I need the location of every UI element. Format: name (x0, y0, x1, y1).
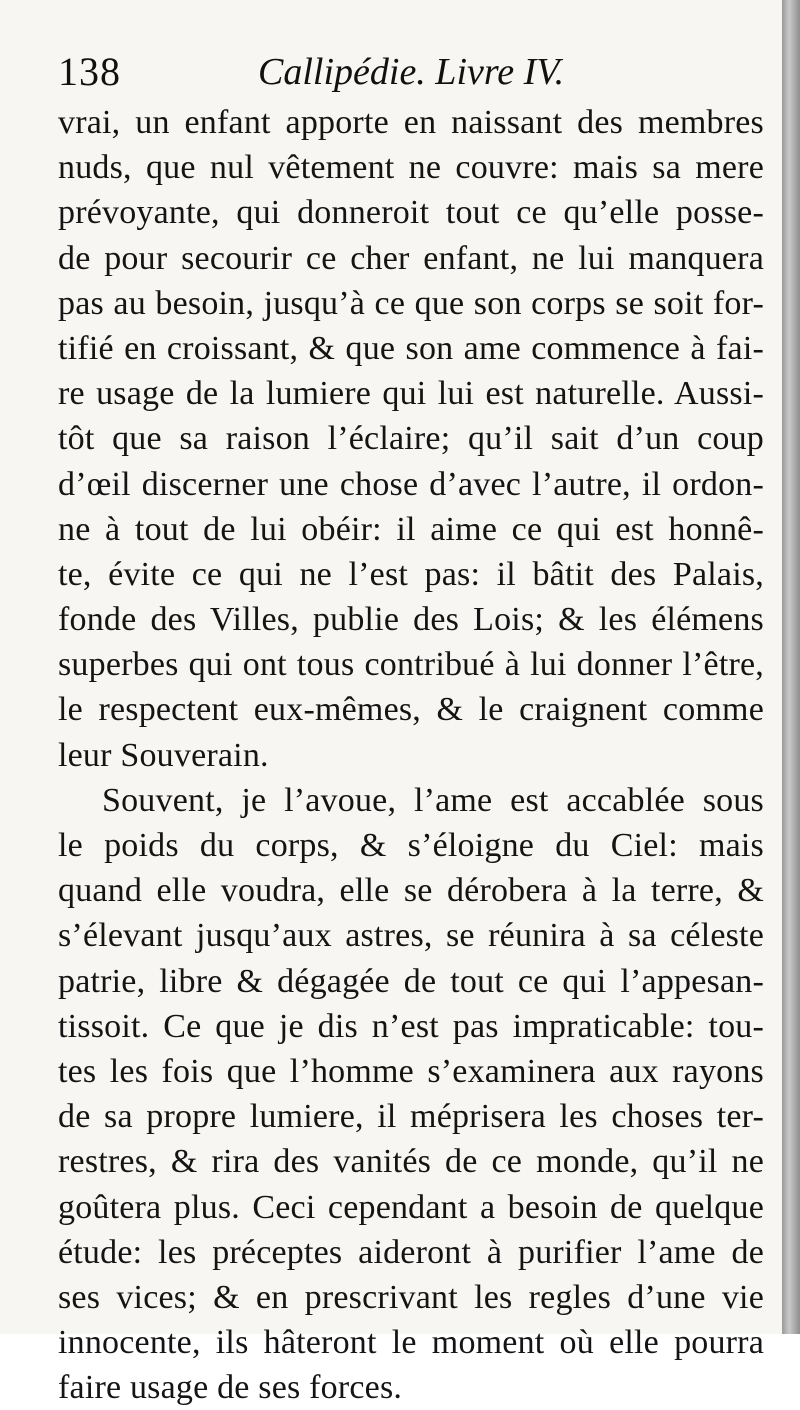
page-number: 138 (58, 49, 121, 94)
paragraph-first-line: Souvent, je l’avoue, l’ame est accablée sous (102, 781, 764, 819)
text-line: innocente, ils hâteront le moment où elle pourra (58, 1324, 764, 1362)
text-line: tissoit. Ce que je dis n’est pas impraticable: tou- (58, 1007, 764, 1045)
text-line: fonde des Villes, publie des Lois; & les élémens (58, 601, 764, 639)
text-line: re usage de la lumiere qui lui est naturelle. Aussi- (58, 375, 764, 413)
paragraph-end-line: leur Souverain. (58, 736, 269, 774)
text-line: le respectent eux-mêmes, & le craignent comme (58, 691, 764, 729)
text-line: d’œil discerner une chose d’avec l’autre, il ordon- (58, 465, 764, 503)
text-line: s’élevant jusqu’aux astres, se réunira à sa céleste (58, 917, 764, 955)
text-line: le poids du corps, & s’éloigne du Ciel: mais (58, 827, 764, 864)
text-line: ses vices; & en prescrivant les regles d’une vie (58, 1278, 764, 1316)
page-header (58, 44, 758, 100)
running-title: Callipédie. Livre IV. (258, 51, 565, 93)
text-line: tes les fois que l’homme s’examinera aux rayons (58, 1052, 764, 1090)
text-line: te, évite ce qui ne l’est pas: il bâtit des Palais, (58, 555, 764, 593)
text-line: patrie, libre & dégagée de tout ce qui l’appesan- (58, 962, 764, 1000)
body-text (58, 100, 764, 1410)
text-line: tôt que sa raison l’éclaire; qu’il sait d’un coup (58, 420, 764, 458)
text-line: étude: les préceptes aideront à purifier l’ame de (58, 1233, 764, 1271)
text-line: vrai, un enfant apporte en naissant des membres (58, 104, 764, 141)
text-line: pas au besoin, jusqu’à ce que son corps se soit for- (58, 284, 764, 322)
text-line: ne à tout de lui obéir: il aime ce qui est honnê- (58, 510, 764, 548)
text-line: prévoyante, qui donneroit tout ce qu’elle posse- (58, 194, 764, 232)
paragraph-end-line: faire usage de ses forces. (58, 1369, 403, 1407)
text-line: nuds, que nul vêtement ne couvre: mais sa mere (58, 149, 764, 187)
text-line: de pour secourir ce cher enfant, ne lui manquera (58, 239, 764, 277)
text-line: restres, & rira des vanités de ce monde, qu’il ne (58, 1143, 764, 1181)
page-edge (782, 0, 800, 1334)
text-line: de sa propre lumiere, il méprisera les choses ter- (58, 1098, 764, 1136)
text-line: tifié en croissant, & que son ame commence à fai- (58, 329, 764, 367)
text-line: superbes qui ont tous contribué à lui donner l’être, (58, 646, 764, 684)
text-line: goûtera plus. Ceci cependant a besoin de quelque (58, 1188, 764, 1226)
text-line: quand elle voudra, elle se dérobera à la terre, & (58, 872, 764, 910)
